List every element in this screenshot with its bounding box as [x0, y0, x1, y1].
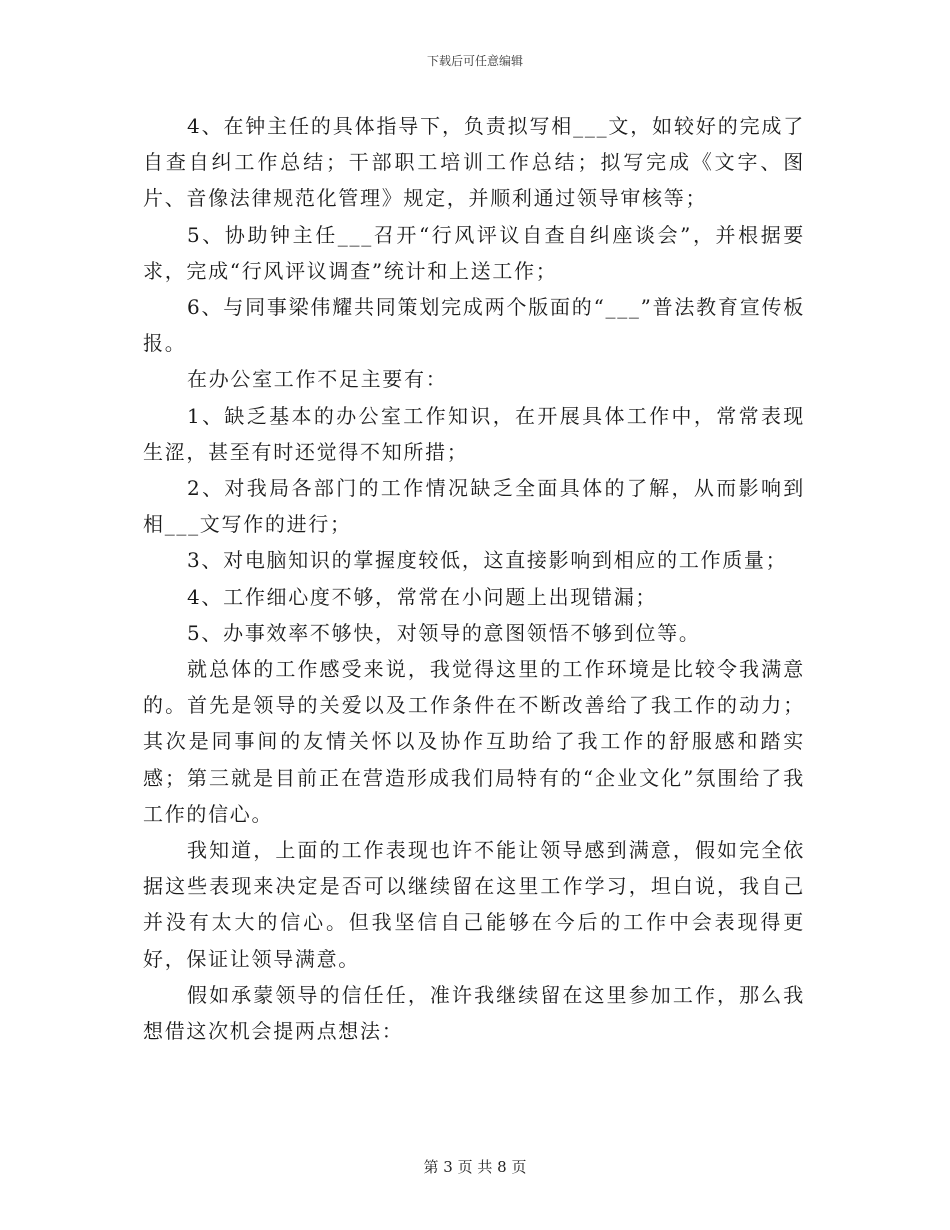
shortcoming-2: 2、对我局各部门的工作情况缺乏全面具体的了解，从而影响到相___文写作的进行； [143, 476, 805, 537]
page-header: 下载后可任意编辑 [426, 54, 523, 68]
suggestions-intro-paragraph: 假如承蒙领导的信任任，准许我继续留在这里参加工作，那么我想借这次机会提两点想法： [143, 982, 805, 1044]
self-assessment-paragraph: 我知道，上面的工作表现也许不能让领导感到满意，假如完全依据这些表现来决定是否可以继续留在这里工作学习，坦白说，我自己并没有太大的信心。但我坚信自己能够在今后的工作中会表现得更好，保证让领导满意。 [143, 838, 805, 971]
document-body [143, 108, 805, 1049]
shortcoming-3: 3、对电脑知识的掌握度较低，这直接影响到相应的工作质量； [187, 548, 788, 573]
page-footer: 第 3 页 共 8 页 [423, 1158, 527, 1176]
shortcoming-5: 5、办事效率不够快，对领导的意图领悟不够到位等。 [187, 620, 701, 645]
shortcoming-1: 1、缺乏基本的办公室工作知识，在开展具体工作中，常常表现生涩，甚至有时还觉得不知所措； [143, 403, 805, 464]
paragraph-item-5: 5、协助钟主任___召开“行风评议自查自纠座谈会”，并根据要求，完成“行风评议调查”统计和上送工作； [143, 222, 805, 283]
shortcoming-4: 4、工作细心度不够，常常在小问题上出现错漏； [187, 584, 658, 609]
shortcomings-heading: 在办公室工作不足主要有： [187, 367, 448, 392]
overall-feelings-paragraph: 就总体的工作感受来说，我觉得这里的工作环境是比较令我满意的。首先是领导的关爱以及工作条件在不断改善给了我工作的动力；其次是同事间的友情关怀以及协作互助给了我工作的舒服感和踏实感；第三就是目前正在营造形成我们局特有的“企业文化”氛围给了我工作的信心。 [143, 657, 805, 826]
paragraph-item-4: 4、在钟主任的具体指导下，负责拟写相___文，如较好的完成了自查自纠工作总结；干部职工培训工作总结；拟写完成《文字、图片、音像法律规范化管理》规定，并顺利通过领导审核等； [143, 114, 805, 211]
paragraph-item-6: 6、与同事梁伟耀共同策划完成两个版面的“___”普法教育宣传板报。 [143, 295, 805, 356]
